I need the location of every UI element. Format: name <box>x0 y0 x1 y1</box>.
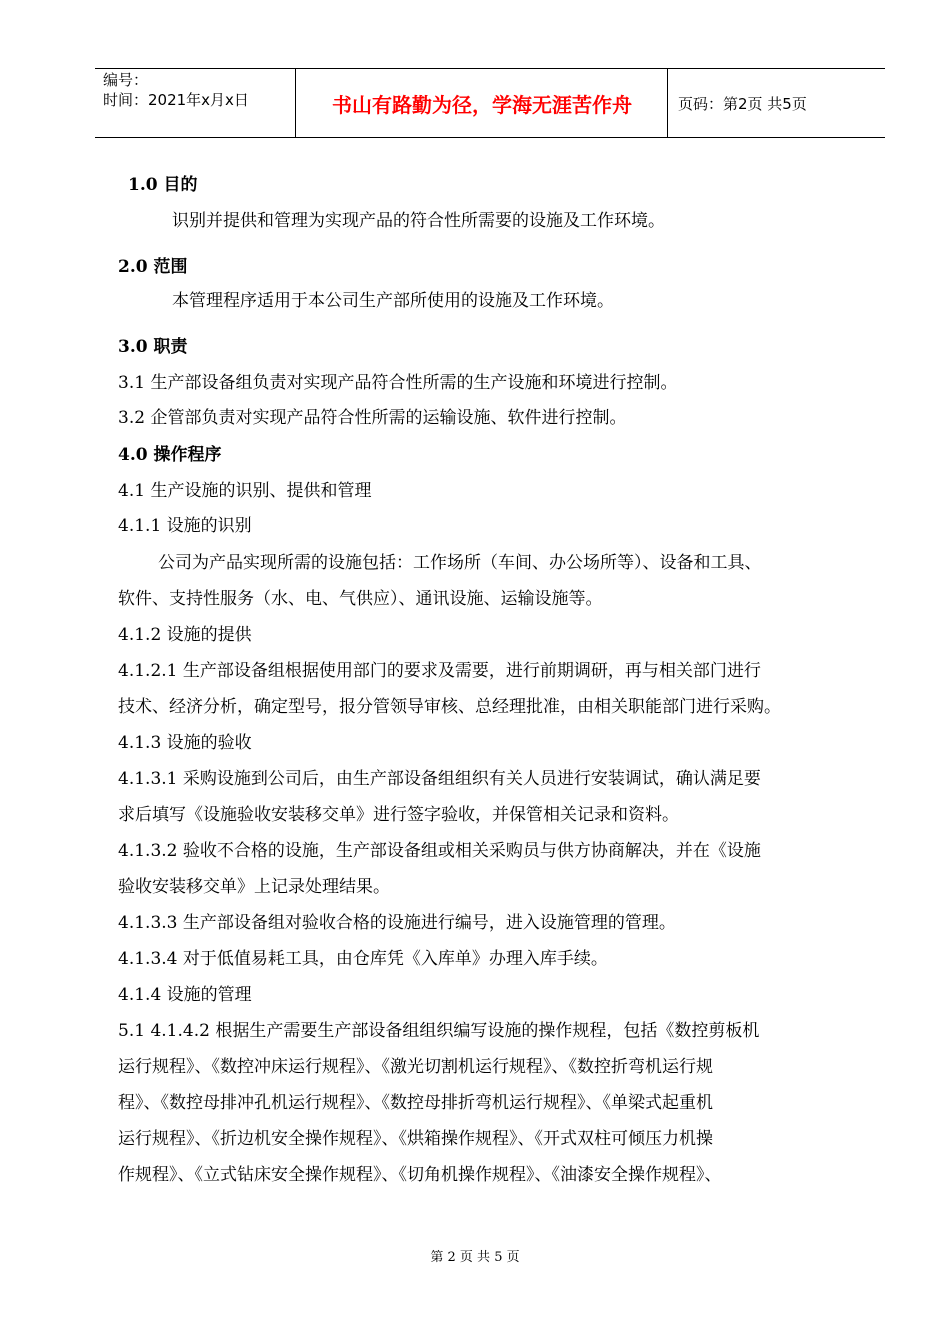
paragraph-regulations-b: 运行规程》、《数控冲床运行规程》、《激光切割机运行规程》、《数控折弯机运行规 <box>118 1057 713 1077</box>
section-2-title: 2.0 范围 <box>118 257 188 277</box>
paragraph-regulations-e: 作规程》、《立式钻床安全操作规程》、《切角机操作规程》、《油漆安全操作规程》、 <box>118 1165 722 1185</box>
document-time-label: 时间：2021年x月x日 <box>103 91 249 109</box>
paragraph-acceptance-b: 求后填写《设施验收安装移交单》进行签字验收，并保管相关记录和资料。 <box>118 805 679 825</box>
section-1-title: 1.0 目的 <box>128 175 198 195</box>
header-motto: 书山有路勤为径，学海无涯苦作舟 <box>297 69 668 137</box>
section-4-1-1: 4.1.1 设施的识别 <box>118 516 252 536</box>
section-2-text: 本管理程序适用于本公司生产部所使用的设施及工作环境。 <box>172 291 614 311</box>
paragraph-facilities-a: 公司为产品实现所需的设施包括：工作场所（车间、办公场所等）、设备和工具、 <box>158 553 762 573</box>
section-3-1: 3.1 生产部设备组负责对实现产品符合性所需的生产设施和环境进行控制。 <box>118 373 678 393</box>
section-4-title: 4.0 操作程序 <box>118 445 222 465</box>
section-1-text: 识别并提供和管理为实现产品的符合性所需要的设施及工作环境。 <box>172 211 665 231</box>
section-4-1-2: 4.1.2 设施的提供 <box>118 625 252 645</box>
paragraph-regulations-d: 运行规程》、《折边机安全操作规程》、《烘箱操作规程》、《开式双柱可倾压力机操 <box>118 1129 713 1149</box>
paragraph-unqualified-b: 验收安装移交单》上记录处理结果。 <box>118 877 390 897</box>
document-number-label: 编号： <box>103 71 149 89</box>
paragraph-provision-a: 4.1.2.1 生产部设备组根据使用部门的要求及需要，进行前期调研，再与相关部门进行 <box>118 661 761 681</box>
section-4-1: 4.1 生产设施的识别、提供和管理 <box>118 481 372 501</box>
paragraph-unqualified-a: 4.1.3.2 验收不合格的设施，生产部设备组或相关采购员与供方协商解决，并在《设施 <box>118 841 761 861</box>
page-header <box>95 68 885 138</box>
paragraph-acceptance-a: 4.1.3.1 采购设施到公司后，由生产部设备组组织有关人员进行安装调试，确认满足要 <box>118 769 761 789</box>
paragraph-regulations-c: 程》、《数控母排冲孔机运行规程》、《数控母排折弯机运行规程》、《单梁式起重机 <box>118 1093 713 1113</box>
header-page-info: 页码：第2页 共5页 <box>678 94 807 113</box>
page-footer: 第 2 页 共 5 页 <box>430 1250 520 1265</box>
paragraph-numbering: 4.1.3.3 生产部设备组对验收合格的设施进行编号，进入设施管理的管理。 <box>118 913 676 933</box>
header-meta-cell <box>95 69 296 137</box>
paragraph-regulations-a: 5.1 4.1.4.2 根据生产需要生产部设备组组织编写设施的操作规程，包括《数控剪板机 <box>118 1021 760 1041</box>
section-4-1-4: 4.1.4 设施的管理 <box>118 985 252 1005</box>
paragraph-facilities-b: 软件、支持性服务（水、电、气供应）、通讯设施、运输设施等。 <box>118 589 603 609</box>
section-4-1-3: 4.1.3 设施的验收 <box>118 733 252 753</box>
section-3-2: 3.2 企管部负责对实现产品符合性所需的运输设施、软件进行控制。 <box>118 408 627 428</box>
paragraph-low-value-tools: 4.1.3.4 对于低值易耗工具，由仓库凭《入库单》办理入库手续。 <box>118 949 608 969</box>
paragraph-provision-b: 技术、经济分析，确定型号，报分管领导审核、总经理批准，由相关职能部门进行采购。 <box>118 697 781 717</box>
section-3-title: 3.0 职责 <box>118 337 188 357</box>
